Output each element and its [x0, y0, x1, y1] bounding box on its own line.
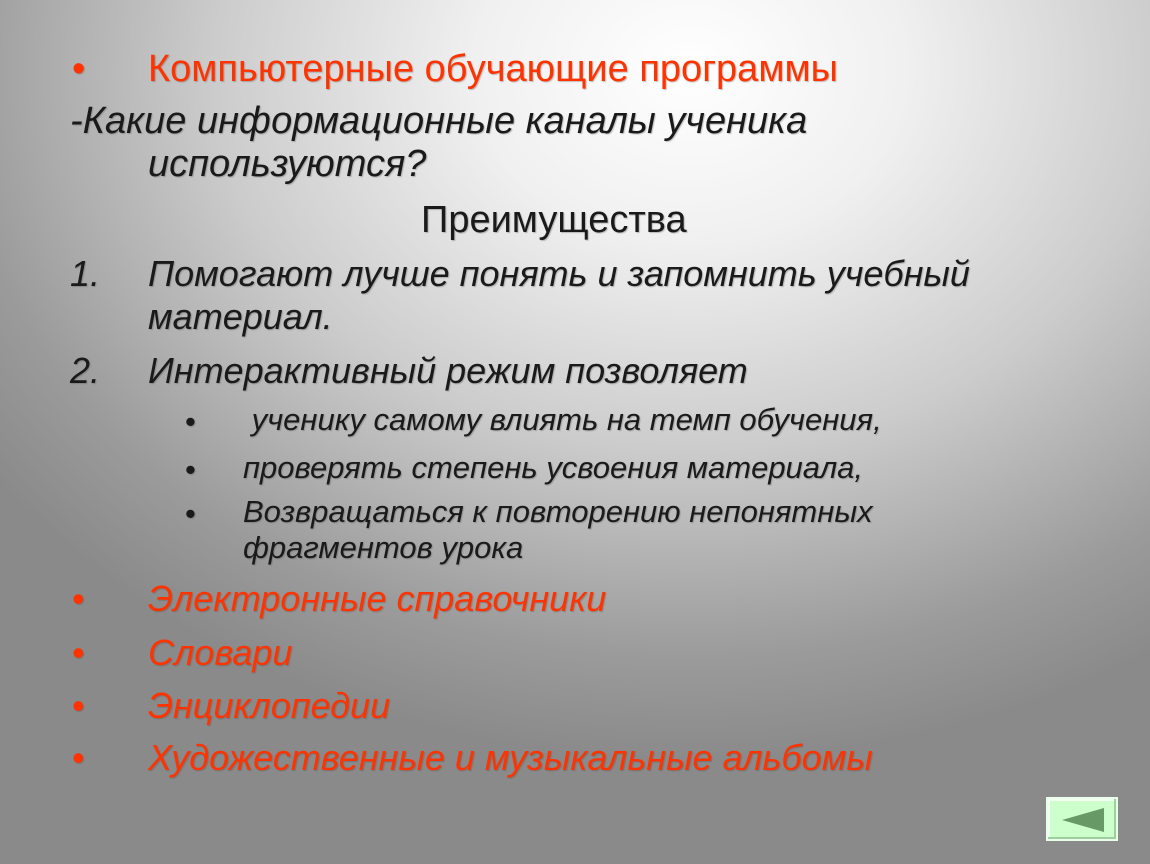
- back-button[interactable]: [1046, 797, 1118, 841]
- resource-bullet-2: •: [72, 632, 85, 673]
- slide-title: Компьютерные обучающие программы: [148, 48, 838, 90]
- title-bullet: •: [72, 48, 86, 90]
- resource-3: Энциклопедии: [148, 685, 391, 726]
- sub-item-1: ученику самому влиять на темп обучения,: [243, 402, 882, 437]
- advantage-2-line-1: Интерактивный режим позволяет: [148, 350, 748, 391]
- sub-item-3-line-2: фрагментов урока: [243, 530, 524, 565]
- sub-item-bullet-2: •: [185, 452, 196, 487]
- advantage-1-line-2: материал.: [148, 296, 333, 337]
- sub-item-bullet-1: •: [185, 404, 196, 439]
- resource-2: Словари: [148, 632, 293, 673]
- question-line-2: используются?: [148, 143, 427, 185]
- advantage-number-2: 2.: [70, 350, 101, 391]
- resource-bullet-1: •: [72, 578, 85, 619]
- sub-item-2: проверять степень усвоения материала,: [243, 450, 864, 485]
- question-line-1: -Какие информационные каналы ученика: [70, 100, 808, 142]
- sub-item-bullet-3: •: [185, 496, 196, 531]
- advantage-1-line-1: Помогают лучше понять и запомнить учебный: [148, 253, 970, 294]
- advantage-number-1: 1.: [70, 253, 101, 294]
- sub-item-3-line-1: Возвращаться к повторению непонятных: [243, 494, 873, 529]
- resource-4: Художественные и музыкальные альбомы: [148, 737, 873, 778]
- resource-bullet-4: •: [72, 737, 85, 778]
- arrow-left-icon: [1060, 807, 1106, 833]
- resource-1: Электронные справочники: [148, 578, 607, 619]
- subheading: Преимущества: [421, 199, 687, 241]
- resource-bullet-3: •: [72, 685, 85, 726]
